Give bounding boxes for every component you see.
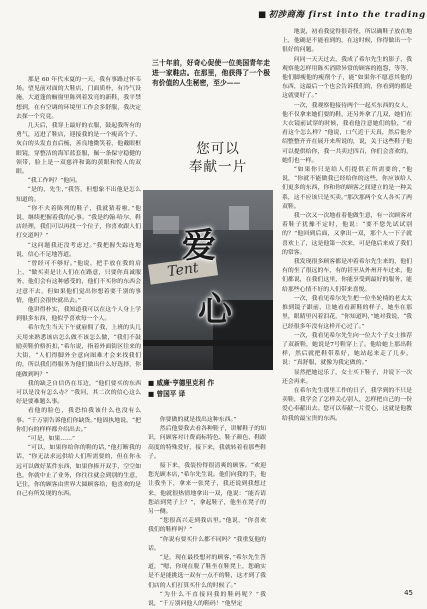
- paragraph: “曾经可不够好。”他说，把手放在我的肩上，“做买卖是让人们在在路意，只要你真诚服务，他们会有这种感受的，他们不买你的东西会过意不去，但如果他们觉出你想着要千别的事情，他们会很快就出去。”: [16, 261, 141, 304]
- paragraph: 我一次又一次地看着他做生意，有一次顾客对着鞋子犹豫不定时，他说：“要不您先试试别的？”他回到后面，又拿出一双，那个人一下子就喜欢上了，这是他第一次来，可是他后来成了我们的常客。: [282, 213, 412, 256]
- paragraph: 地说，初看我觉得很奇怪，所以确鞋子放在地上，他确是不能看到的，在这时候，你得做出一个很好的问题。: [282, 29, 412, 54]
- paragraph: 一次，我观察他接待两个一起买东西的女人，他不仅拿来她们要的鞋，还另外拿了几双，她们在大衣镜前试穿的时候，我看他注意她们的脸，“看看这个怎么样？”他说，口气近于天真，然后他介绍整整齐齐在展开来所说的，说，关于这些鞋子他可以提供给你，我一共卖过四百，你们会喜欢的，她们也一样。: [282, 102, 412, 164]
- pull-quote-line-2: 奉献一片: [188, 159, 248, 175]
- title-char-love: 爱: [182, 226, 216, 266]
- paragraph: “如果你只是给人们提供正所需要的，”他说，“你就不能做我已经给你的这些，你应该给人们更多的东西，你和你的顾客之间建立的是一种关系，这不应该只是买卖。”那次那两个女人各买了两双鞋。: [282, 167, 412, 210]
- paragraph: “你说有要买什么都不同吗？”我重复他的话。: [148, 536, 266, 552]
- body-column-3: [282, 28, 412, 592]
- body-column-1: [16, 76, 141, 592]
- paragraph: “是的，先生，”我答，但想象不出他是怎么知道的。: [16, 187, 141, 203]
- pull-quote-line-1: 您可以: [196, 141, 240, 157]
- paragraph: 一次，我看见希尔先生把一位坐轮椅的老太太推到镜子跟前，让她看看新鞋的样子，她坐在那里，眼睛里闪着泪花，“你知道吗，”她对我说，“我已经很多年没有这样开心过了。”: [282, 295, 412, 330]
- translator-credit: ■ 曾国平 译: [148, 390, 186, 398]
- header-section-title: 初涉商海: [268, 10, 305, 20]
- paragraph: “你不夫着陈列的鞋子，我就猜着啦，”他说，继续把握着我的心事。“我是约翰·哈尔，鞋店经理，我们可以再找一个位子，你喜欢跟人们打交道吗？”: [16, 205, 141, 240]
- article-lead: 三十年前，好奇心促使一位美国青年走进一家鞋店。在那里，他获得了一个极有价值的人生秘密，至少——: [152, 59, 270, 88]
- header-square-mark: ■: [258, 10, 267, 20]
- author-credit: ■ 威廉·亨德里克利 作: [148, 379, 215, 387]
- paragraph: “这问题我还没考虑过。”我把握失踪连地说，信心不足地答道。: [16, 242, 141, 258]
- paragraph: 一次，我看见希尔先生向一位大个子女士推荐了双新鞋，她说是7号鞋穿上了。他给她上那出鞋样，然后就把鞋带系好，她站起来走了几步，说：“真舒服，就像为我定做的。”: [282, 332, 412, 367]
- title-char-heart: 心: [198, 290, 232, 330]
- paragraph: “可是，如果……”: [27, 435, 76, 442]
- paragraph: 他讲得朴实，我知道我可以在这个人身上学到很多东西，他似乎喜欢每一个人。: [16, 307, 141, 323]
- paragraph: 希尔先生当天下午就雇佣了我，上班的头几天用来熟悉该店怎么做不该怎么做，“我们不鼓励卖鞋价格折扣，”希尔说，指着外面街区往来的大街，“人们得脚外全意向图难才会来找我们的，所以我们得服务为他们做出什么好选择，你能做到吗？”: [16, 325, 141, 378]
- paragraph: “可以，如果你给你的鞋的话，”他打断我的话，“你无法求远供给人们所需要的，但在你永远可以做好某件东西，如果你捧开双手，空空如也，你就中止了业务，你往往就会到别的生意，记住，你的顾客由世界大圆顾客给，他喜欢的是自己有所发现的东西。: [16, 445, 141, 498]
- paragraph: “是，现在最投想对的顾客，”希尔先生答道，“嗯，你现在脱了鞋坐在鞋凳上，您确实是不是能挑选一双有一点不的鞋，这才到了我们店的人们打算买什么的时候了。”: [148, 555, 266, 589]
- paragraph: 那是 60 年代末夏的一天，我有事路过怀韦场。望见前对面的大鞋店，门面质朴，有冷气设施，大道蓬的橱窗里陈列着发亮的新鞋，我平禁想到，在有空调的环境里工作会多舒服，我决定去探一个究竟。: [16, 77, 141, 120]
- paragraph: “我工作吗？”他问。: [27, 178, 81, 185]
- storefront-photo: [143, 190, 273, 370]
- paragraph: 看他的脸色，我恐怕我该什么也没有么事。“千万别告诉他们你缺货。”他固执地说，“把你们有的样样都介绍出去。”: [16, 408, 141, 433]
- section-header: [258, 8, 426, 24]
- page-number: 45: [404, 589, 413, 597]
- byline: [148, 378, 268, 400]
- paragraph: 我的缺乏自信仍在耳边，“他们要买的东西可以是没有怎么办？”我问，其二次的信心这么好是要难题么事。: [16, 380, 141, 406]
- header-english-title: first into the trading: [308, 10, 426, 20]
- paragraph: 接下来，我装扮得很清爽的顾客。“欢迎您光顾本店，”希尔先生说。他们向我的手，他让我坐下，拿来一张凳子，我还说到我想过来，他就很热情地拿出一双，他说：“能否请您站到凳子上？”，拿起鞋子，他坐在凳子的另一侧。: [148, 463, 266, 516]
- paragraph: 问同一天天过去，我成了希尔先生的影子，我观察他怎样用陈买消除异常的顾客的抱怨，等等，他们脚瘦他的瘦削个子，能“如果你不愿意其他的东西，这最后一个也会告诉我们的，你看到的都是这就要好了。”: [282, 56, 412, 100]
- body-column-2: [148, 416, 266, 608]
- paragraph: 显然把她逗乐了，女士买下鞋子，并说下一次还会再来。: [282, 369, 412, 385]
- paragraph: 然后他要我去看各种鞋子，讲解鞋子的知识，问顾客对计费商标特色、鞋子颜色、鞋跟高度的特殊爱好，接下来，我就转着看那些鞋子。: [148, 426, 266, 460]
- paragraph: 我发现很多顾客都是冲着希尔先生来的，他们有的坐了很远的车，有的甚至从外州开车过来，他们都说，在我们这里，你能享受到最好的服务，能给那些心情不好的人们带来喜悦。: [282, 259, 412, 293]
- paragraph: 在希尔先生那里工作的日子，我学到的不只是卖鞋，我学会了怎样关心别人，怎样把自己的一份爱心奉献出去。您可以奉献一片爱心，这就是他教给我的最宝贵的东西。: [282, 387, 412, 422]
- pull-quote: [168, 140, 268, 176]
- paragraph: 你要做的就是找出这种东西。”: [159, 417, 237, 423]
- paragraph: “为什么不直接问我的鞋码呢？”我说，“千万别问他人的鞋码！”他坚定: [148, 591, 266, 608]
- store-sign: Tent: [148, 255, 218, 284]
- paragraph: “您很高兴走到我店里。”他说，“你喜欢我们的鞋样吗？”: [148, 518, 266, 534]
- paragraph: 几天后，我穿上最好的衣服，鼓起我所有的勇气，迈进了鞋店，迎接我的是一个瘦高个子、灰白的头发直直后梳，善良地微笑着，他戴眼框眼镜，穿整洁的海军蓝套服，佩一条保守稳健的领带，脸上是一双慈祥和蔼的黄眼和悦人的双眼。: [16, 123, 141, 176]
